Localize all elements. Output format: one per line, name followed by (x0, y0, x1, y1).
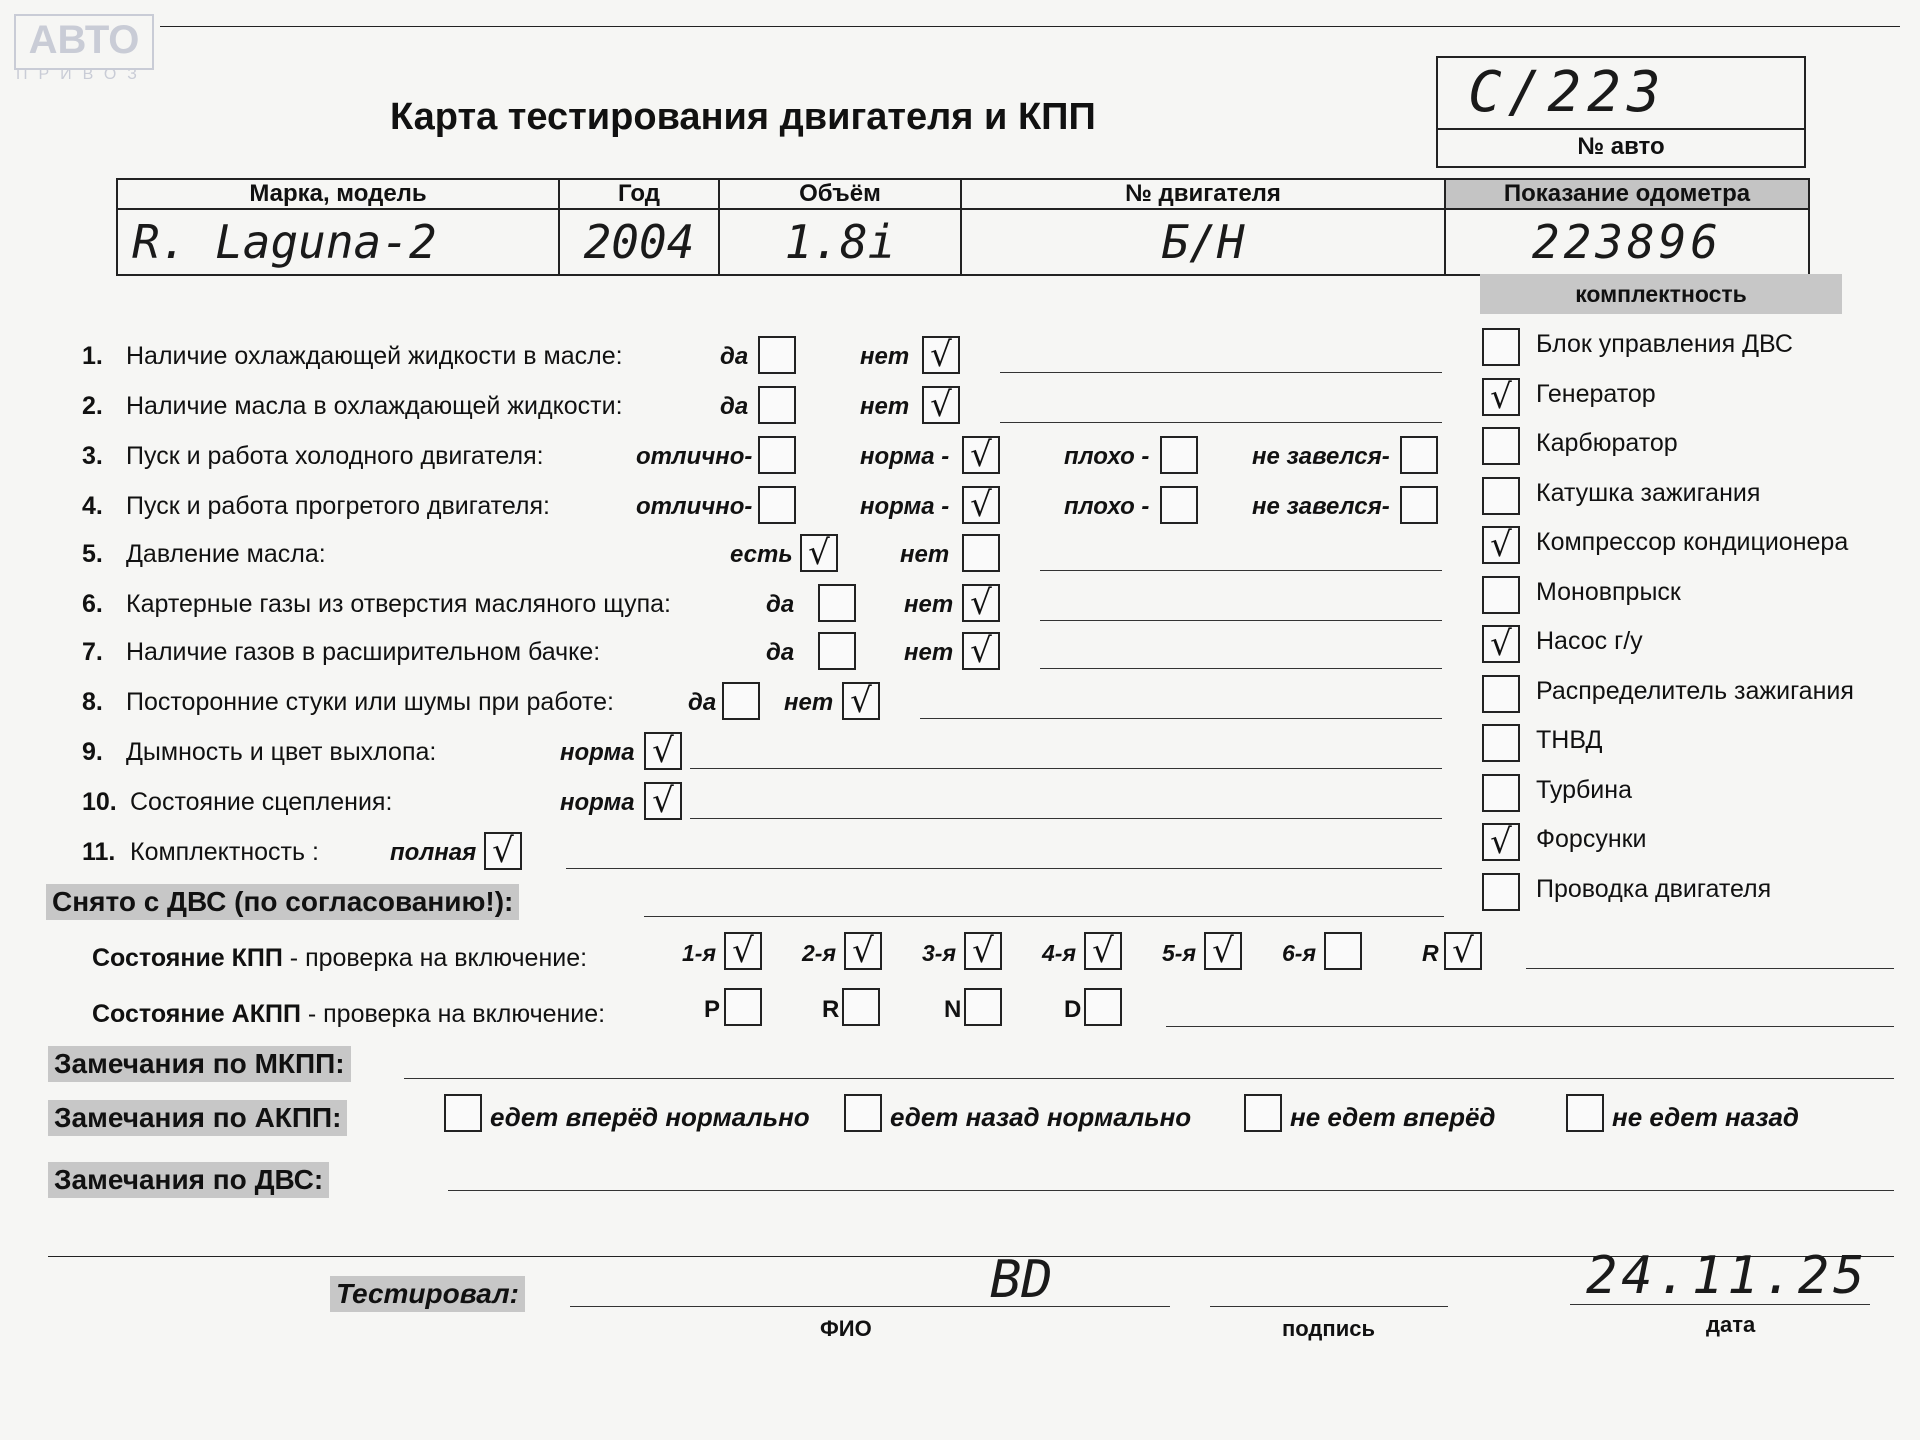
remarks-akpp-label: Замечания по АКПП: (48, 1100, 347, 1136)
gear-checkbox[interactable]: √ (1084, 932, 1122, 970)
option-checkbox[interactable]: √ (962, 486, 1000, 524)
header-odometer: Показание одометра (1445, 179, 1809, 209)
mode-checkbox[interactable] (842, 988, 880, 1026)
remarks-mkpp-label: Замечания по МКПП: (48, 1046, 351, 1082)
kit-checkbox[interactable] (1482, 576, 1520, 614)
check-number: 6. (82, 590, 103, 618)
check-number: 5. (82, 540, 103, 568)
gear-label: R (1422, 940, 1439, 966)
check-line (1040, 620, 1442, 621)
kit-checkbox[interactable] (1482, 675, 1520, 713)
kit-checkbox[interactable]: √ (1482, 625, 1520, 663)
option-checkbox[interactable] (962, 534, 1000, 572)
value-model: R. Laguna-2 (117, 209, 559, 275)
value-volume: 1.8i (719, 209, 961, 275)
header-model: Марка, модель (117, 179, 559, 209)
option-checkbox[interactable]: √ (922, 336, 960, 374)
gear-label: 2-я (802, 940, 836, 966)
kit-item-label: Насос г/у (1536, 627, 1643, 655)
option-label: норма (560, 739, 635, 766)
option-label: не завелся- (1252, 493, 1390, 520)
akpp-label-rest: - проверка на включение: (300, 1000, 606, 1028)
kpp-label-bold: Состояние КПП (92, 944, 283, 972)
kit-item-label: Компрессор кондиционера (1536, 528, 1849, 556)
check-label: Наличие масла в охлаждающей жидкости: (126, 392, 623, 420)
option-label: отлично- (636, 443, 753, 470)
option-checkbox[interactable] (722, 682, 760, 720)
option-checkbox[interactable]: √ (922, 386, 960, 424)
kit-checkbox[interactable] (1482, 477, 1520, 515)
option-label: не завелся- (1252, 443, 1390, 470)
check-number: 1. (82, 342, 103, 370)
option-checkbox[interactable] (1400, 436, 1438, 474)
check-line (690, 818, 1442, 819)
option-checkbox[interactable] (758, 486, 796, 524)
page-title: Карта тестирования двигателя и КПП (390, 96, 1096, 138)
kit-item-label: Катушка зажигания (1536, 478, 1761, 507)
gear-checkbox[interactable]: √ (1444, 932, 1482, 970)
kit-item-label: Генератор (1536, 379, 1656, 408)
fio-line (570, 1306, 1170, 1307)
check-line (690, 768, 1442, 769)
option-checkbox[interactable] (818, 584, 856, 622)
option-label: плохо - (1064, 493, 1150, 520)
check-line (920, 718, 1442, 719)
option-checkbox[interactable]: √ (644, 782, 682, 820)
option-checkbox[interactable] (1160, 436, 1198, 474)
remarks-dvs-line (448, 1190, 1894, 1191)
removed-line (644, 916, 1444, 917)
kit-item-label: Проводка двигателя (1536, 874, 1772, 903)
option-label: нет (860, 393, 910, 420)
header-volume: Объём (719, 179, 961, 209)
check-label: Пуск и работа прогретого двигателя: (126, 492, 550, 520)
akpp-line (1166, 1026, 1894, 1027)
kit-item-label: Турбина (1536, 775, 1632, 804)
fio-label: ФИО (820, 1316, 872, 1341)
tested-label: Тестировал: (330, 1276, 525, 1312)
check-label: Давление масла: (126, 540, 326, 568)
check-label: Дымность и цвет выхлопа: (126, 738, 437, 766)
check-label: Состояние сцепления: (130, 788, 393, 816)
mode-label: D (1064, 996, 1082, 1023)
option-label: да (720, 393, 749, 420)
option-label: нет (904, 639, 954, 666)
kit-item-label: Распределитель зажигания (1536, 676, 1854, 705)
remarks-dvs-label: Замечания по ДВС: (48, 1162, 329, 1198)
kit-checkbox[interactable]: √ (1482, 378, 1520, 416)
date-line (1570, 1304, 1870, 1305)
date-label: дата (1706, 1312, 1756, 1337)
gear-label: 6-я (1282, 940, 1316, 966)
akpp-remark-checkbox[interactable] (1244, 1094, 1282, 1132)
akpp-label (92, 1000, 605, 1029)
option-label: есть (730, 541, 793, 568)
akpp-label-bold: Состояние АКПП (92, 1000, 301, 1028)
option-checkbox[interactable]: √ (842, 682, 880, 720)
top-rule (160, 26, 1900, 27)
tester-name: BD (990, 1250, 1053, 1310)
check-number: 3. (82, 442, 103, 470)
akpp-remark-checkbox[interactable] (844, 1094, 882, 1132)
option-checkbox[interactable]: √ (800, 534, 838, 572)
header-year: Год (559, 179, 719, 209)
option-label: нет (860, 343, 910, 370)
option-label: да (688, 689, 717, 716)
check-label: Комплектность : (130, 838, 319, 866)
option-label: нет (784, 689, 834, 716)
akpp-remark-checkbox[interactable] (1566, 1094, 1604, 1132)
kit-checkbox[interactable]: √ (1482, 526, 1520, 564)
signature-line (1210, 1306, 1448, 1307)
header-engine-number: № двигателя (961, 179, 1445, 209)
kit-checkbox[interactable] (1482, 427, 1520, 465)
option-label: да (766, 591, 795, 618)
option-label: отлично- (636, 493, 753, 520)
check-label: Пуск и работа холодного двигателя: (126, 442, 544, 470)
kit-checkbox[interactable] (1482, 724, 1520, 762)
option-checkbox[interactable] (758, 436, 796, 474)
option-label: нет (900, 541, 950, 568)
value-year: 2004 (559, 209, 719, 275)
kit-item-label: Моновпрыск (1536, 577, 1681, 606)
signature-label: подпись (1282, 1316, 1375, 1341)
option-label: да (720, 343, 749, 370)
kit-item-label: ТНВД (1536, 726, 1603, 754)
gear-checkbox[interactable]: √ (844, 932, 882, 970)
mode-label: P (704, 996, 721, 1023)
car-number-label: № авто (1438, 128, 1804, 164)
gear-label: 5-я (1162, 940, 1196, 966)
gear-checkbox[interactable]: √ (724, 932, 762, 970)
kpp-label (92, 944, 587, 973)
check-number: 9. (82, 738, 103, 766)
akpp-remark-label: не едет назад (1612, 1102, 1800, 1132)
option-label: норма - (860, 493, 950, 520)
kpp-label-rest: - проверка на включение: (282, 944, 588, 972)
check-number: 4. (82, 492, 103, 520)
test-date: 24.11.25 (1586, 1246, 1869, 1306)
kit-checkbox[interactable] (1482, 873, 1520, 911)
check-line (1000, 372, 1442, 373)
removed-label: Снято с ДВС (по согласованию!): (46, 884, 519, 920)
car-number-value: С/223 (1468, 60, 1667, 125)
value-odometer: 223896 (1445, 209, 1809, 275)
logo: АВТО (14, 14, 154, 70)
gear-checkbox[interactable]: √ (964, 932, 1002, 970)
check-number: 7. (82, 638, 103, 666)
check-line (1040, 570, 1442, 571)
vehicle-info-table (116, 178, 1810, 276)
option-checkbox[interactable]: √ (962, 436, 1000, 474)
kit-item-label: Карбюратор (1536, 429, 1678, 457)
check-label: Наличие газов в расширительном бачке: (126, 638, 601, 666)
check-line (1040, 668, 1442, 669)
option-checkbox[interactable] (1400, 486, 1438, 524)
option-label: да (766, 639, 795, 666)
mode-checkbox[interactable] (1084, 988, 1122, 1026)
option-checkbox[interactable]: √ (962, 584, 1000, 622)
akpp-remark-label: едет вперёд нормально (490, 1102, 810, 1132)
check-number: 2. (82, 392, 103, 420)
option-label: норма - (860, 443, 950, 470)
logo-subtitle: ПРИВОЗ (16, 66, 148, 83)
kit-title: комплектность (1480, 274, 1842, 314)
kit-item-label: Блок управления ДВС (1536, 330, 1793, 358)
akpp-remark-checkbox[interactable] (444, 1094, 482, 1132)
check-number: 11. (82, 838, 116, 866)
gear-checkbox[interactable] (1324, 932, 1362, 970)
gear-label: 4-я (1042, 940, 1076, 966)
check-line (1000, 422, 1442, 423)
gear-label: 1-я (682, 940, 716, 966)
check-number: 10. (82, 788, 117, 816)
option-checkbox[interactable]: √ (962, 632, 1000, 670)
kit-checkbox[interactable]: √ (1482, 823, 1520, 861)
check-label: Посторонние стуки или шумы при работе: (126, 688, 614, 716)
check-line (566, 868, 1442, 869)
akpp-remark-label: не едет вперёд (1290, 1102, 1496, 1132)
option-checkbox[interactable] (1160, 486, 1198, 524)
kit-checkbox[interactable] (1482, 774, 1520, 812)
option-label: нет (904, 591, 954, 618)
option-label: полная (390, 839, 477, 866)
gear-label: 3-я (922, 940, 956, 966)
option-checkbox[interactable] (818, 632, 856, 670)
option-checkbox[interactable] (758, 386, 796, 424)
check-number: 8. (82, 688, 103, 716)
option-checkbox[interactable]: √ (484, 832, 522, 870)
remarks-mkpp-line (404, 1078, 1894, 1079)
car-number-box (1436, 56, 1806, 168)
check-label: Наличие охлаждающей жидкости в масле: (126, 342, 623, 370)
option-checkbox[interactable] (758, 336, 796, 374)
check-label: Картерные газы из отверстия масляного щупа: (126, 590, 671, 618)
kpp-line (1526, 968, 1894, 969)
kit-item-label: Форсунки (1536, 825, 1647, 853)
option-checkbox[interactable]: √ (644, 732, 682, 770)
mode-label: N (944, 996, 962, 1023)
mode-checkbox[interactable] (964, 988, 1002, 1026)
option-label: плохо - (1064, 443, 1150, 470)
value-engine-number: Б/Н (961, 209, 1445, 275)
mode-label: R (822, 996, 840, 1023)
mode-checkbox[interactable] (724, 988, 762, 1026)
kit-checkbox[interactable] (1482, 328, 1520, 366)
akpp-remark-label: едет назад нормально (890, 1102, 1192, 1132)
option-label: норма (560, 789, 635, 816)
gear-checkbox[interactable]: √ (1204, 932, 1242, 970)
